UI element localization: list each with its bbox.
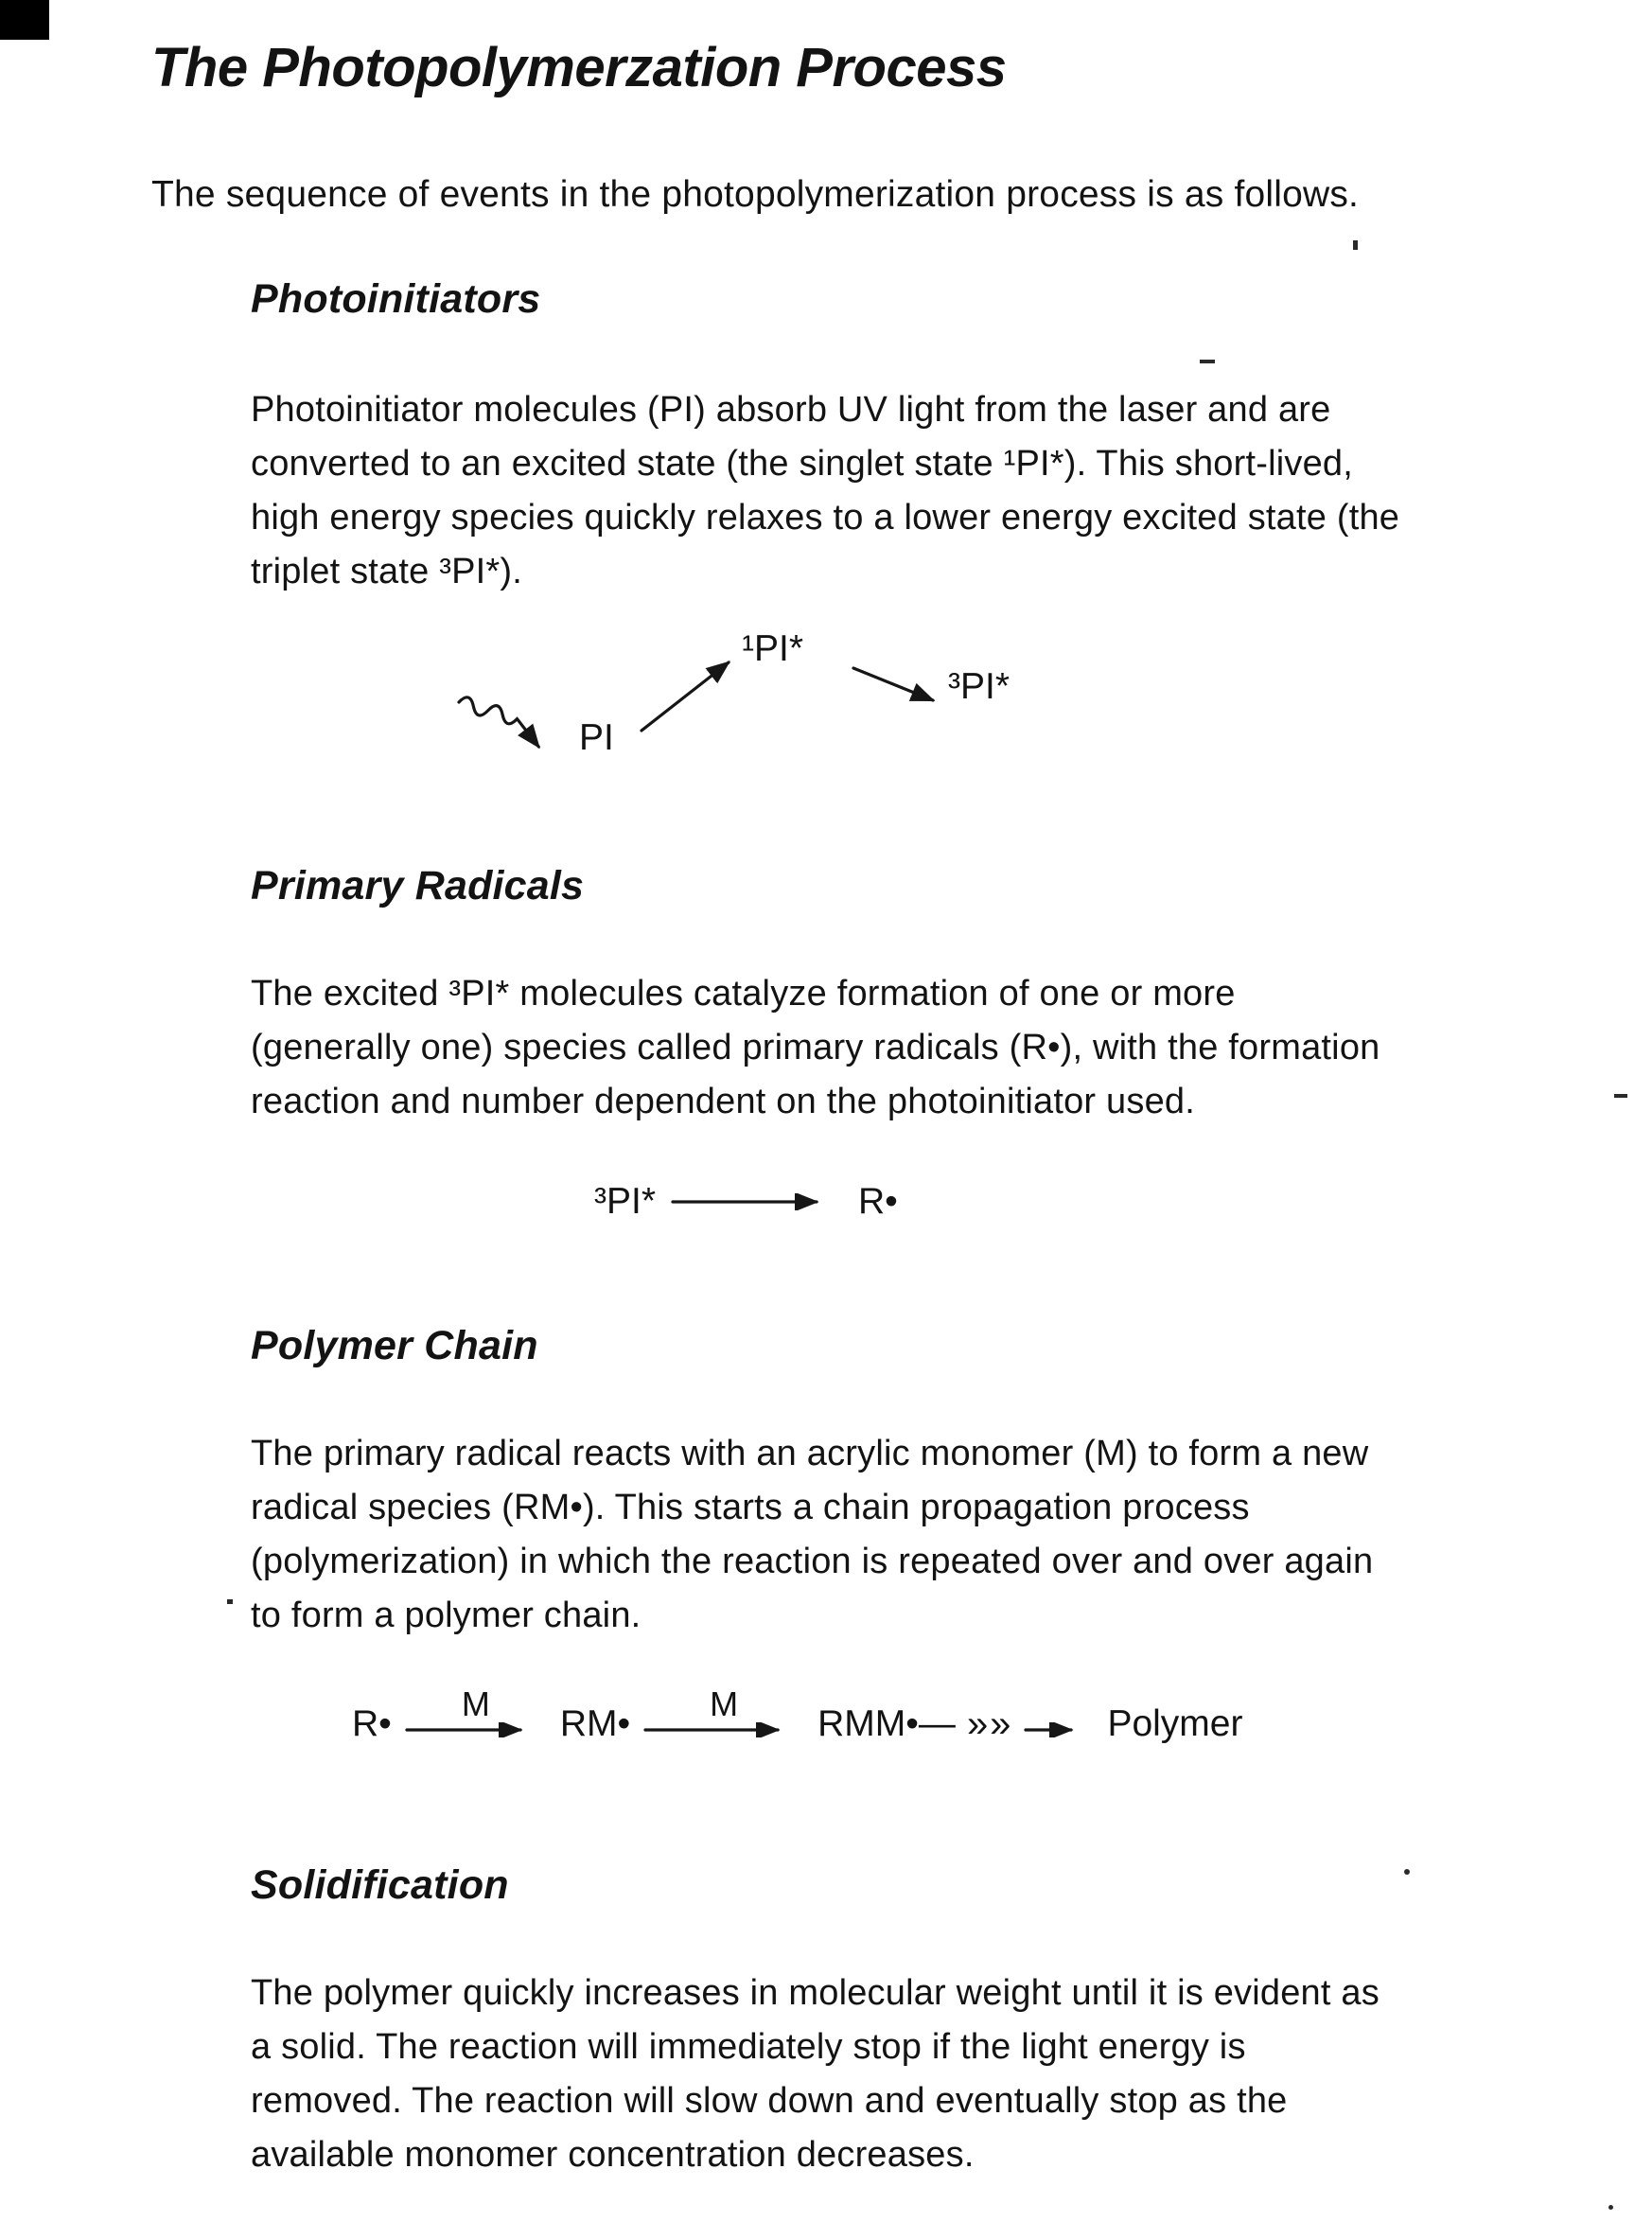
page-title: The Photopolymerzation Process	[151, 37, 1007, 98]
relaxation-arrow-icon	[853, 668, 933, 700]
continuation-chevrons: »»	[966, 1703, 1013, 1745]
scan-artifact	[1200, 360, 1215, 363]
section-heading-photoinitiators: Photoinitiators	[251, 276, 541, 322]
section-body-primary-radicals: The excited ³PI* molecules catalyze formation of one or more (generally one) species called primary radicals (R•), with the formation reaction and number dependent on the photoinitiator used.	[251, 974, 1380, 1121]
reaction-arrow-icon	[1024, 1722, 1096, 1737]
monomer-label: M	[710, 1684, 739, 1723]
monomer-addition-arrow-2	[643, 1686, 804, 1745]
section-heading-polymer-chain: Polymer Chain	[251, 1323, 538, 1368]
photoinitiator-excitation-diagram	[416, 625, 1098, 795]
photon-squiggle-icon	[453, 696, 546, 747]
monomer-addition-arrow-1	[405, 1686, 547, 1745]
reaction-arrow-icon	[405, 1722, 547, 1737]
equation-product-label: R•	[858, 1181, 898, 1222]
rm-radical-label: RM•	[559, 1703, 631, 1744]
triplet-state-label: ³PI*	[948, 666, 1011, 707]
excitation-arrow-icon	[641, 662, 729, 731]
polymer-chain-equation	[352, 1686, 1242, 1745]
singlet-state-label: ¹PI*	[742, 628, 804, 669]
section-body-polymer-chain: The primary radical reacts with an acrylic monomer (M) to form a new radical species (RM•). This starts a chain propagation process (polymerization) in which the reaction is repeated over and over again to form a polymer chain.	[251, 1434, 1374, 1635]
section-body-solidification: The polymer quickly increases in molecular weight until it is evident as a solid. The reaction will immediately stop if the light energy is removed. The reaction will slow down and eventually stop as the available monomer concentration decreases.	[251, 1973, 1380, 2175]
scan-artifact	[1404, 1869, 1410, 1875]
scan-artifact	[1608, 2205, 1613, 2210]
section-heading-primary-radicals: Primary Radicals	[251, 863, 585, 908]
scan-artifact	[227, 1599, 233, 1604]
reaction-arrow-icon	[643, 1722, 804, 1737]
section-heading-solidification: Solidification	[251, 1862, 509, 1908]
section-body-photoinitiators: Photoinitiator molecules (PI) absorb UV light from the laser and are converted to an excited state (the singlet state ¹PI*). This short-lived, high energy species quickly relaxes to a lower energy excited state (the triplet state ³PI*).	[251, 390, 1400, 591]
monomer-label: M	[461, 1684, 490, 1723]
polymer-product-label: Polymer	[1107, 1703, 1243, 1744]
scan-artifact	[1614, 1094, 1627, 1098]
equation-reactant-label: ³PI*	[594, 1181, 657, 1222]
scan-artifact-corner	[0, 0, 49, 40]
reaction-arrow-icon	[671, 1193, 843, 1210]
intro-text: The sequence of events in the photopolymerization process is as follows.	[151, 174, 1360, 215]
scan-artifact	[1353, 240, 1358, 250]
rmm-radical-label: RMM•—	[817, 1703, 956, 1744]
pi-ground-state-label: PI	[579, 717, 614, 758]
primary-radical-equation	[594, 1181, 898, 1223]
radical-label: R•	[352, 1703, 392, 1744]
